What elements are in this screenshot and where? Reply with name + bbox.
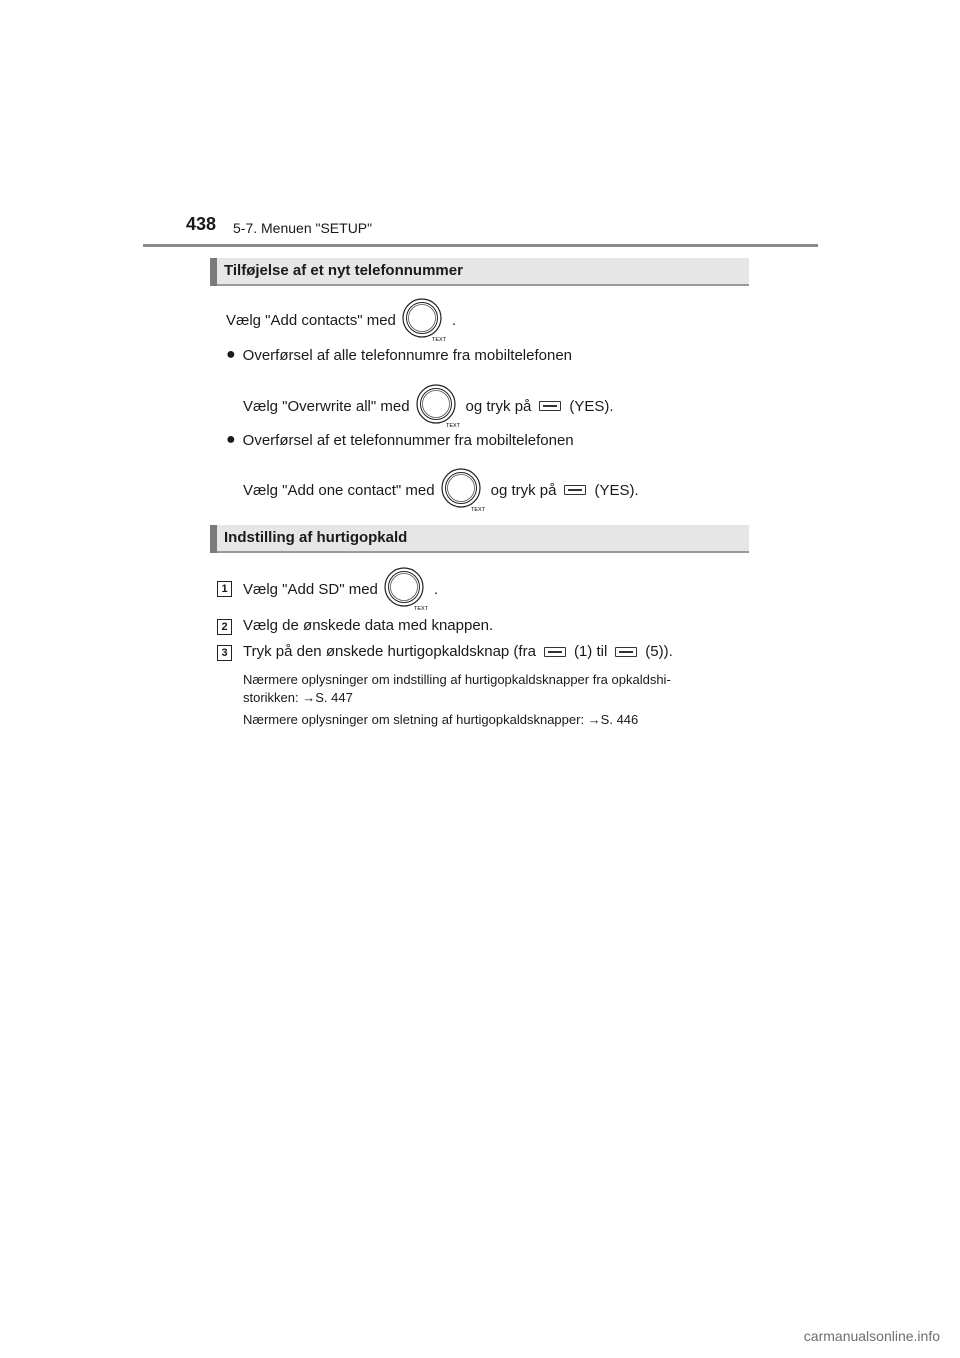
- step-text: Tryk på den ønskede hurtigopkaldsknap (fra: [243, 643, 536, 660]
- note-line-reference: storikken: →S. 447: [243, 690, 353, 705]
- step-text-mid: (1) til: [573, 643, 608, 660]
- step-text-end: (5)).: [645, 643, 673, 660]
- section-heading-text: Indstilling af hurtigopkald: [224, 529, 408, 546]
- step-text: Vælg "Add SD" med: [243, 580, 378, 598]
- instruction-add-one-contact: [243, 468, 639, 512]
- svg-text:TEXT: TEXT: [445, 423, 460, 428]
- section-path: 5-7. Menuen "SETUP": [233, 220, 373, 236]
- steering-switch-button-icon: [539, 401, 561, 411]
- instruction-text: Vælg "Add one contact" med: [243, 481, 435, 499]
- instruction-text-mid: og tryk på: [490, 481, 557, 499]
- step-3: [243, 643, 673, 660]
- step-number-1: 1: [217, 581, 232, 597]
- bullet-icon: ●: [226, 431, 236, 448]
- instruction-text-end: (YES).: [569, 397, 614, 415]
- step-1: [243, 567, 438, 611]
- note-delete-speed-dial: Nærmere oplysninger om sletning af hurtigopkaldsknapper: →S. 446: [243, 712, 639, 727]
- section-heading-add-number: [210, 258, 749, 286]
- watermark: carmanualsonline.info: [803, 1328, 940, 1344]
- steering-switch-button-icon: [564, 485, 586, 495]
- note-line: Nærmere oplysninger om indstilling af hurtigopkaldsknapper fra opkaldshi-: [243, 672, 671, 687]
- step-number-2: 2: [217, 619, 232, 635]
- bullet-text: Overførsel af alle telefonnumre fra mobiltelefonen: [242, 346, 572, 364]
- svg-text:TEXT: TEXT: [470, 507, 485, 512]
- step-2: [243, 617, 493, 634]
- header-divider: [143, 244, 818, 247]
- svg-text:TEXT: TEXT: [413, 606, 428, 611]
- note-speed-dial-history: [243, 671, 671, 707]
- tune-select-knob-icon: [402, 298, 446, 342]
- heading-bar: [210, 525, 217, 553]
- bullet-transfer-all: [226, 346, 572, 364]
- svg-text:TEXT: TEXT: [431, 337, 446, 342]
- section-heading-speed-dial: [210, 525, 749, 553]
- heading-bar: [210, 258, 217, 286]
- bullet-text: Overførsel af et telefonnummer fra mobiltelefonen: [242, 431, 574, 449]
- bullet-icon: ●: [226, 346, 236, 363]
- step-text: Vælg de ønskede data med knappen.: [243, 617, 494, 634]
- page-number: 438: [186, 214, 217, 234]
- bullet-transfer-one: [226, 431, 574, 449]
- tune-select-knob-icon: [416, 384, 460, 428]
- instruction-text-mid: og tryk på: [465, 397, 532, 415]
- step-text-end: .: [433, 580, 439, 598]
- tune-select-knob-icon: [441, 468, 485, 512]
- instruction-text-end: .: [451, 311, 457, 329]
- instruction-text: Vælg "Add contacts" med: [226, 311, 396, 329]
- step-number-3: 3: [217, 645, 232, 661]
- instruction-overwrite-all: [243, 384, 614, 428]
- tune-select-knob-icon: [384, 567, 428, 611]
- instruction-add-contacts: [226, 298, 456, 342]
- steering-switch-button-icon: [544, 647, 566, 657]
- instruction-text: Vælg "Overwrite all" med: [243, 397, 410, 415]
- steering-switch-button-icon: [615, 647, 637, 657]
- section-heading-text: Tilføjelse af et nyt telefonnummer: [224, 262, 463, 279]
- instruction-text-end: (YES).: [594, 481, 639, 499]
